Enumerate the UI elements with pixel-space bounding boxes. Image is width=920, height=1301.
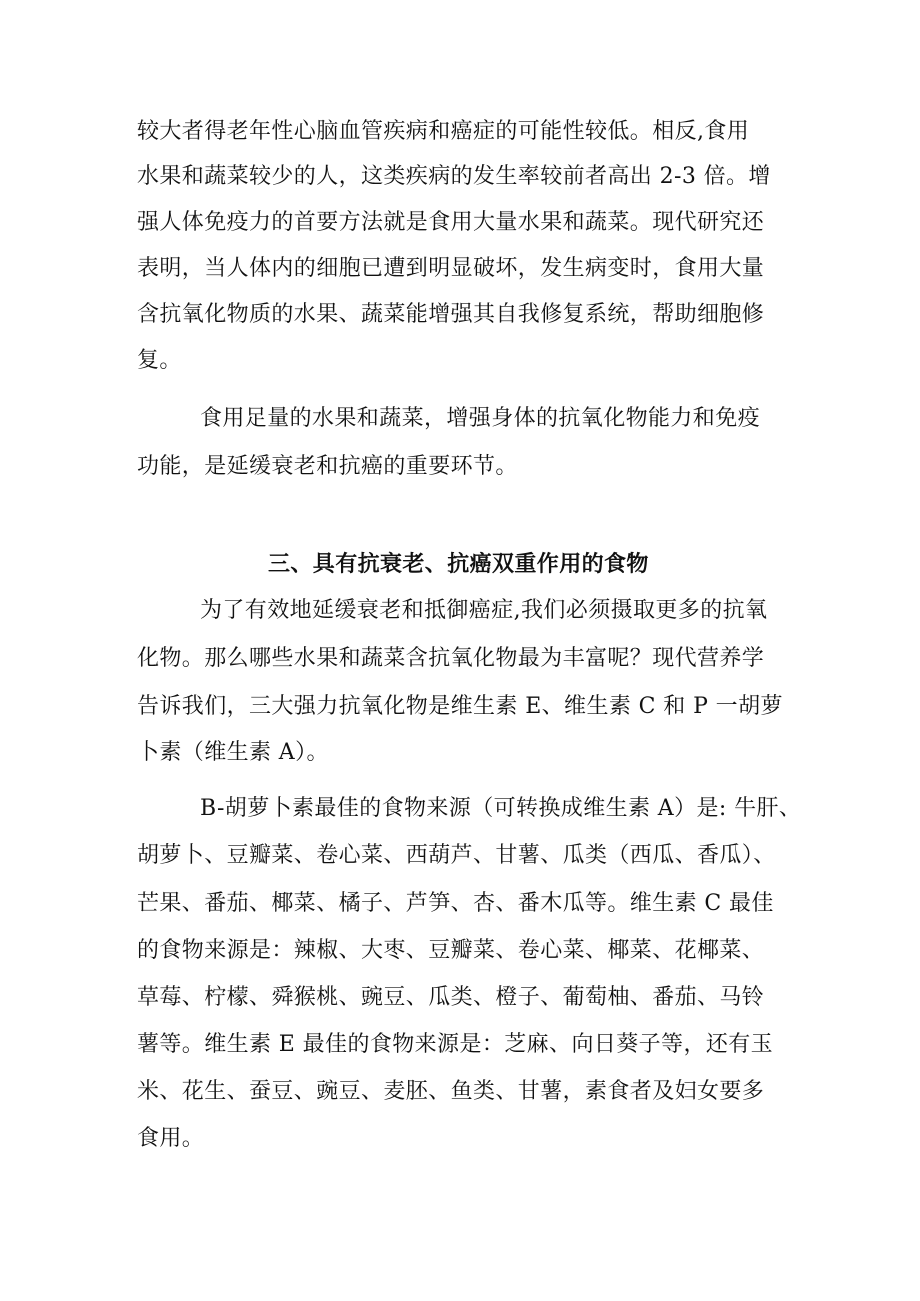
paragraph-1-line-4: 表明，当人体内的细胞已遭到明显破坏，发生病变时，食用大量 bbox=[137, 256, 765, 281]
paragraph-3-line-4: 卜素（维生素 A）。 bbox=[137, 740, 329, 765]
paragraph-3-line-3: 告诉我们，三大强力抗氧化物是维生素 E、维生素 C 和 P 一胡萝 bbox=[137, 694, 783, 719]
paragraph-1-line-2: 水果和蔬菜较少的人，这类疾病的发生率较前者高出 2-3 倍。增 bbox=[137, 164, 771, 189]
paragraph-2-line-2: 功能，是延缓衰老和抗癌的重要环节。 bbox=[137, 454, 518, 479]
paragraph-4-line-6: 薯等。维生素 E 最佳的食物来源是：芝麻、向日葵子等，还有玉 bbox=[137, 1032, 774, 1057]
paragraph-4-line-4: 的食物来源是：辣椒、大枣、豆瓣菜、卷心菜、椰菜、花椰菜、 bbox=[137, 938, 765, 963]
paragraph-4-line-8: 食用。 bbox=[137, 1126, 205, 1151]
paragraph-3-line-1: 为了有效地延缓衰老和抵御癌症,我们必须摄取更多的抗氧 bbox=[200, 598, 768, 623]
paragraph-4-line-7: 米、花生、蚕豆、豌豆、麦胚、鱼类、甘薯，素食者及妇女要多 bbox=[137, 1079, 765, 1104]
paragraph-4-line-3: 芒果、番茄、椰菜、橘子、芦笋、杏、番木瓜等。维生素 C 最佳 bbox=[137, 891, 774, 916]
paragraph-1-line-5: 含抗氧化物质的水果、蔬菜能增强其自我修复系统，帮助细胞修 bbox=[137, 302, 765, 327]
paragraph-4-line-1: B-胡萝卜素最佳的食物来源（可转换成维生素 A）是: 牛肝、 bbox=[200, 796, 802, 821]
section-heading: 三、具有抗衰老、抗癌双重作用的食物 bbox=[268, 551, 649, 577]
paragraph-4-line-5: 草莓、柠檬、舜猴桃、豌豆、瓜类、橙子、葡萄柚、番茄、马铃 bbox=[137, 985, 765, 1010]
paragraph-1-line-3: 强人体免疫力的首要方法就是食用大量水果和蔬菜。现代研究还 bbox=[137, 210, 765, 235]
paragraph-3-line-2: 化物。那么哪些水果和蔬菜含抗氧化物最为丰富呢？现代营养学 bbox=[137, 646, 765, 671]
paragraph-1-line-6: 复。 bbox=[137, 348, 182, 373]
paragraph-1-line-1: 较大者得老年性心脑血管疾病和癌症的可能性较低。相反,食用 bbox=[137, 119, 750, 144]
paragraph-2-line-1: 食用足量的水果和蔬菜，增强身体的抗氧化物能力和免疫 bbox=[200, 406, 761, 431]
paragraph-4-line-2: 胡萝卜、豆瓣菜、卷心菜、西葫芦、甘薯、瓜类（西瓜、香瓜）、 bbox=[137, 843, 776, 868]
